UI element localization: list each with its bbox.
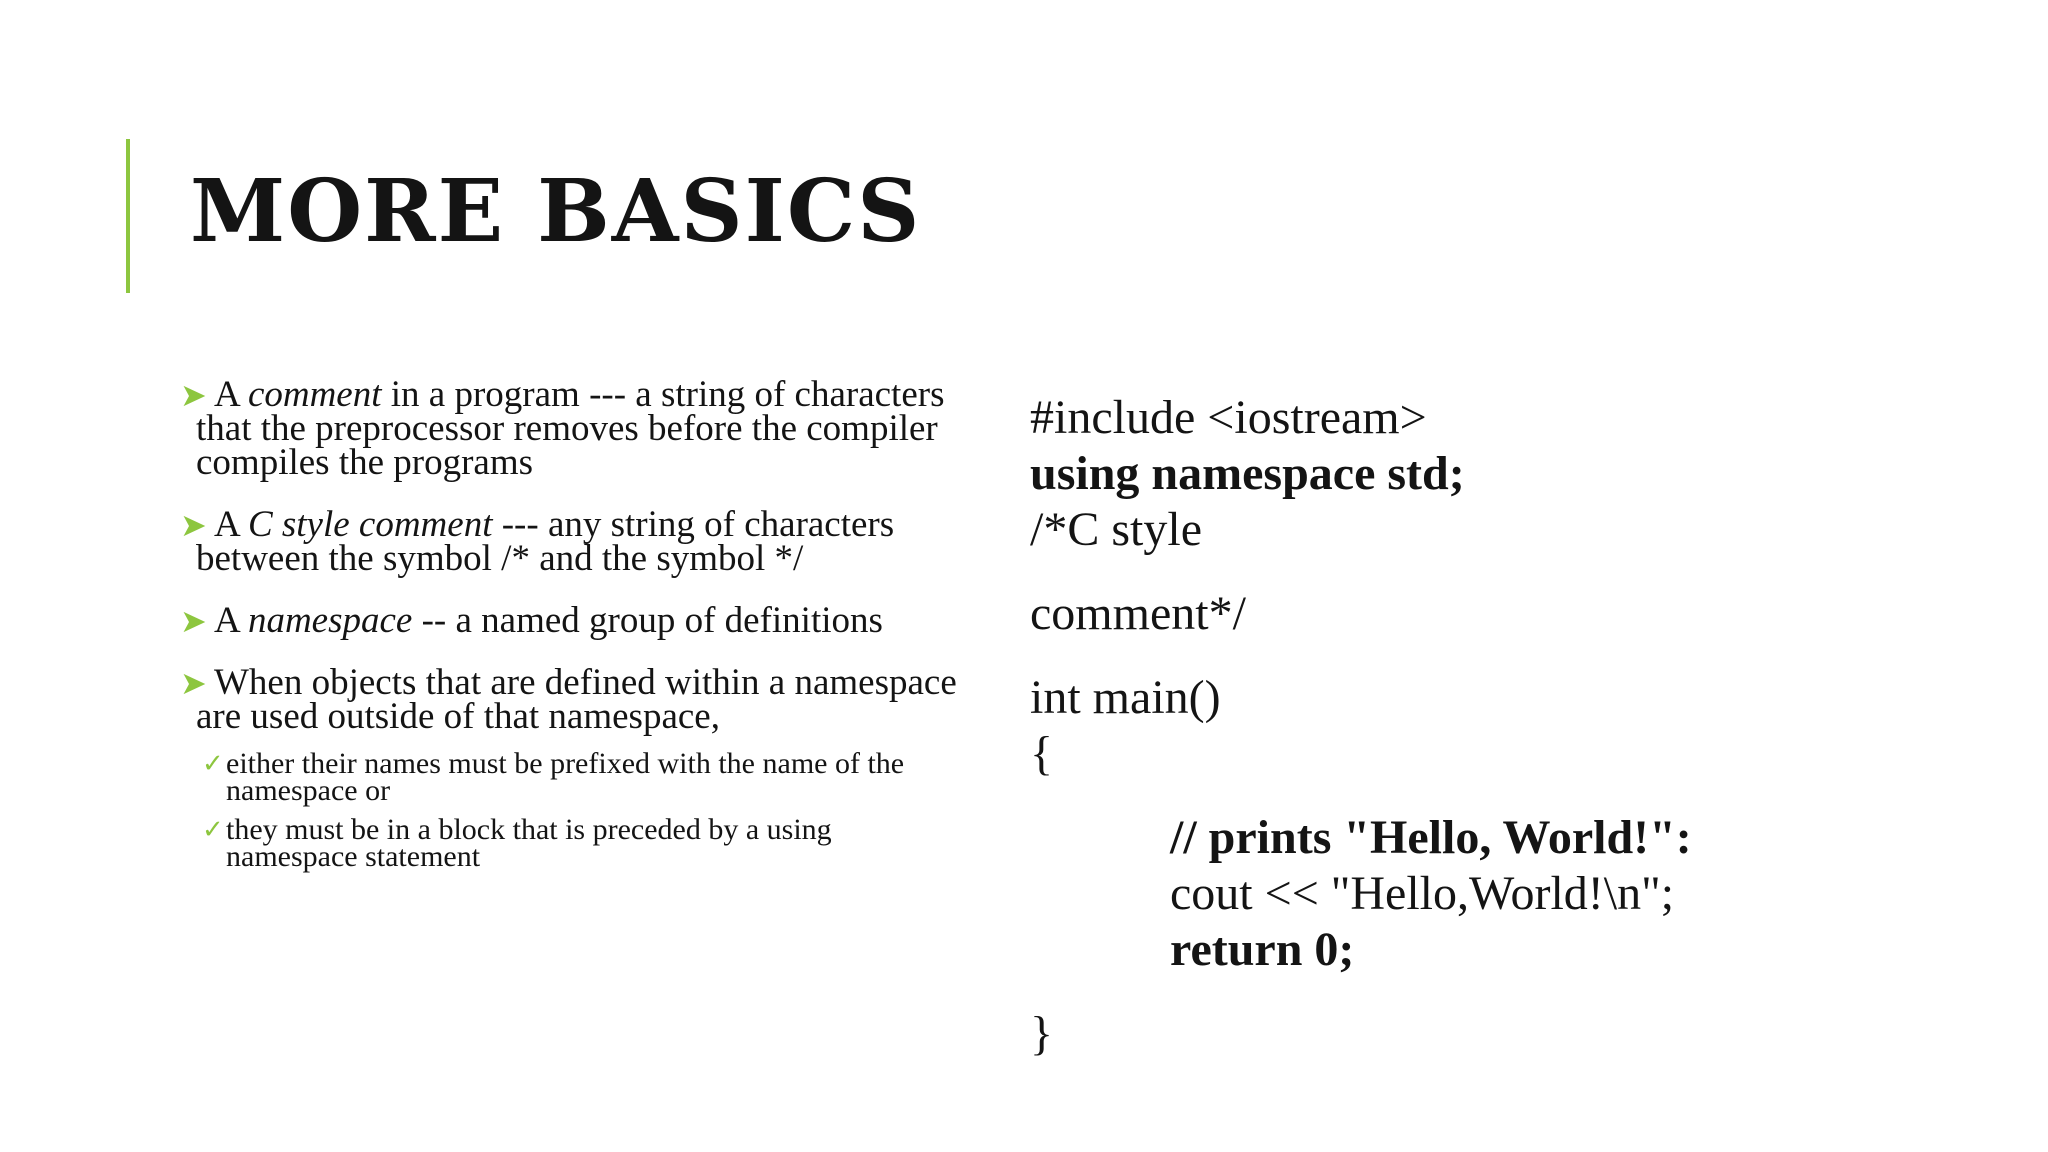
bullet-term: C style comment <box>247 504 493 545</box>
bullet-term: namespace <box>247 600 413 641</box>
sub-bullet-using-block <box>180 813 970 873</box>
code-line-main: int main() <box>1030 671 1221 724</box>
code-sample <box>1030 390 1990 1062</box>
arrow-bullet-icon: ➤ <box>180 377 207 413</box>
code-line-using: using namespace std; <box>1030 447 1465 500</box>
code-line-comment-start: /*C style <box>1030 503 1203 556</box>
bullet-list <box>180 374 970 882</box>
bullet-c-style-comment <box>180 504 970 579</box>
bullet-namespace-usage <box>180 662 970 737</box>
arrow-bullet-icon: ➤ <box>180 665 207 701</box>
code-line-cout: cout << "Hello,World!\n"; <box>1170 867 1675 920</box>
bullet-prefix: A <box>214 600 248 641</box>
code-line-comment-end: comment*/ <box>1030 587 1246 640</box>
checkmark-icon: ✓ <box>202 815 224 844</box>
bullet-comment <box>180 374 970 483</box>
code-line-close-brace: } <box>1030 1007 1054 1060</box>
code-line-open-brace: { <box>1030 727 1054 780</box>
bullet-prefix: A <box>214 504 248 545</box>
sub-bullet-prefix-names <box>180 747 970 807</box>
bullet-namespace <box>180 600 970 641</box>
code-line-include: #include <iostream> <box>1030 391 1427 444</box>
checkmark-icon: ✓ <box>202 749 224 778</box>
arrow-bullet-icon: ➤ <box>180 603 207 639</box>
code-line-comment-prints: // prints "Hello, World!": <box>1170 811 1692 864</box>
code-line-return: return 0; <box>1170 923 1355 976</box>
title-accent-bar <box>126 139 130 293</box>
arrow-bullet-icon: ➤ <box>180 507 207 543</box>
sub-bullet-text: either their names must be prefixed with the name of the namespace or <box>226 747 905 807</box>
bullet-text: When objects that are defined within a namespace are used outside of that namespace, <box>196 662 957 737</box>
slide-title: MORE BASICS <box>190 161 922 262</box>
bullet-text: --- any string of characters between the symbol /* and the symbol */ <box>196 504 895 579</box>
bullet-prefix: A <box>214 374 248 415</box>
sub-bullet-text: they must be in a block that is preceded by a using namespace statement <box>226 813 832 873</box>
bullet-term: comment <box>247 374 382 415</box>
bullet-text: in a program --- a string of characters that the preprocessor removes before the compiler compiles the programs <box>196 374 945 483</box>
bullet-text: -- a named group of definitions <box>412 600 883 641</box>
